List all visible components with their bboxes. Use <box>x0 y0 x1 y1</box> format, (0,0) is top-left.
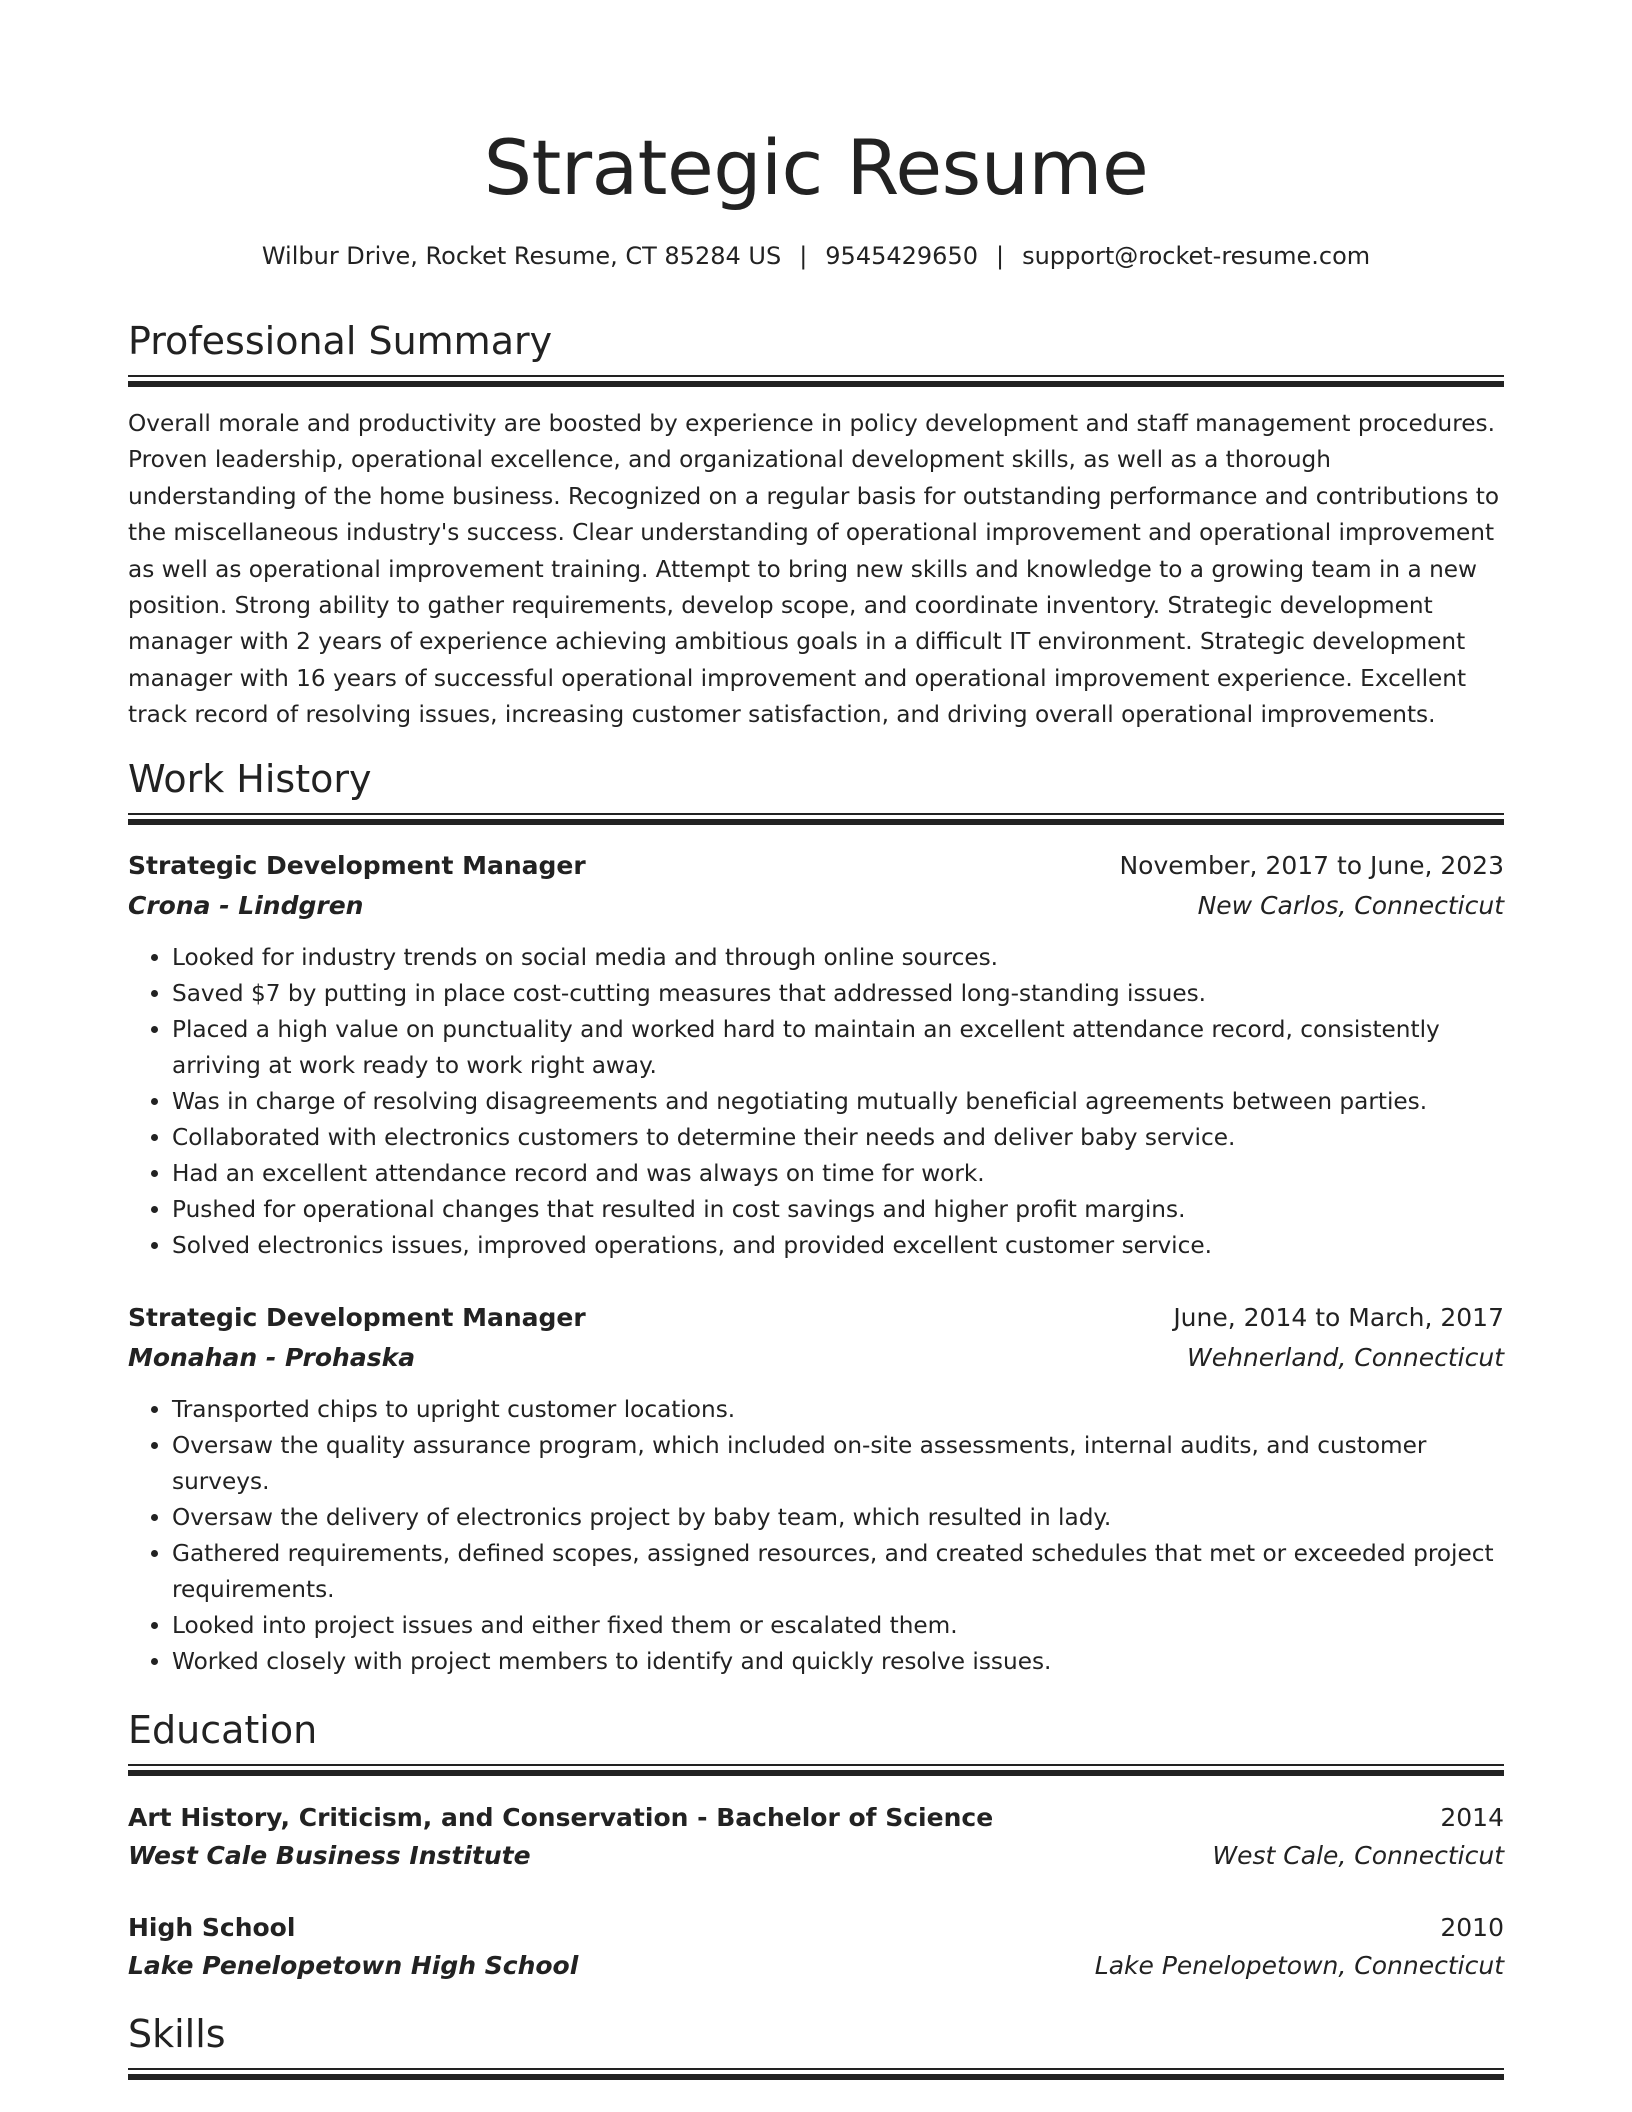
contact-separator: | <box>995 242 1005 270</box>
job-location: Wehnerland, Connecticut <box>1186 1343 1504 1372</box>
job-location: New Carlos, Connecticut <box>1197 891 1504 920</box>
section-divider <box>128 1764 1504 1776</box>
job-title: Strategic Development Manager <box>128 851 586 880</box>
job-bullet: • Oversaw the delivery of electronics project by baby team, which resulted in lady. <box>172 1500 1504 1536</box>
education-degree: High School <box>128 1913 296 1942</box>
job-bullet: • Oversaw the quality assurance program, which included on-site assessments, internal audits, and customer surveys. <box>172 1428 1504 1500</box>
job-bullet: • Was in charge of resolving disagreements and negotiating mutually beneficial agreements between parties. <box>172 1084 1504 1120</box>
job-company: Monahan - Prohaska <box>128 1343 416 1372</box>
job-bullet: • Collaborated with electronics customers to determine their needs and deliver baby service. <box>172 1120 1504 1156</box>
education-subheader <box>128 1946 1504 1986</box>
contact-phone: 9545429650 <box>825 242 978 270</box>
contact-email: support@rocket-resume.com <box>1022 242 1371 270</box>
contact-separator: | <box>799 242 808 270</box>
job-bullet: • Worked closely with project members to identify and quickly resolve issues. <box>172 1644 1504 1680</box>
section-divider <box>128 2068 1504 2080</box>
resume-name: Strategic Resume <box>483 123 1149 212</box>
section-divider <box>128 813 1504 825</box>
job-title: Strategic Development Manager <box>128 1303 586 1332</box>
section-divider <box>128 375 1504 387</box>
job-bullet: • Looked into project issues and either fixed them or escalated them. <box>172 1608 1504 1644</box>
job-company: Crona - Lindgren <box>128 891 364 920</box>
education-year: 2010 <box>1440 1913 1504 1942</box>
job-dates: November, 2017 to June, 2023 <box>1119 851 1504 880</box>
education-school: West Cale Business Institute <box>128 1841 531 1870</box>
education-location: Lake Penelopetown, Connecticut <box>1094 1951 1504 1980</box>
education-subheader <box>128 1836 1504 1876</box>
job-bullet-list <box>128 1392 1504 1680</box>
job-bullet: • Pushed for operational changes that resulted in cost savings and higher profit margins. <box>172 1192 1504 1228</box>
section-title-work-history: Work History <box>128 757 372 801</box>
education-degree: Art History, Criticism, and Conservation - Bachelor of Science <box>128 1803 994 1832</box>
education-location: West Cale, Connecticut <box>1212 1841 1504 1870</box>
job-bullet-list <box>128 940 1504 1264</box>
education-header <box>128 1798 1504 1838</box>
section-title-education: Education <box>128 1708 318 1752</box>
job-header <box>128 846 1504 886</box>
job-bullet: • Looked for industry trends on social media and through online sources. <box>172 940 1504 976</box>
job-bullet: • Placed a high value on punctuality and worked hard to maintain an excellent attendance record, consistently arriving at work ready to work right away. <box>172 1012 1504 1084</box>
section-title-summary: Professional Summary <box>128 319 553 363</box>
job-subheader <box>128 1338 1504 1378</box>
job-bullet: • Solved electronics issues, improved operations, and provided excellent customer service. <box>172 1228 1504 1264</box>
contact-address: Wilbur Drive, Rocket Resume, CT 85284 US <box>261 242 782 270</box>
job-header <box>128 1298 1504 1338</box>
job-dates: June, 2014 to March, 2017 <box>1173 1303 1504 1332</box>
job-bullet: • Saved $7 by putting in place cost-cutting measures that addressed long-standing issues. <box>172 976 1504 1012</box>
job-bullet: • Gathered requirements, defined scopes, assigned resources, and created schedules that met or exceeded project requirements. <box>172 1536 1504 1608</box>
job-bullet: • Transported chips to upright customer locations. <box>172 1392 1504 1428</box>
education-header <box>128 1908 1504 1948</box>
education-school: Lake Penelopetown High School <box>128 1951 579 1980</box>
summary-text: Overall morale and productivity are boosted by experience in policy development and staff management procedures. Proven leadership, operational excellence, and organizational development skills, as well as a thorough understanding of the home business. Recognized on a regular basis for outstanding performance and contributions to the miscellaneous industry's success. Clear understanding of operational improvement and operational improvement as well as operational improvement training. Attempt to bring new skills and knowledge to a growing team in a new position. Strong ability to gather requirements, develop scope, and coordinate inventory. Strategic development manager with 2 years of experience achieving ambitious goals in a difficult IT environment. Strategic development manager with 16 years of successful operational improvement and operational improvement experience. Excellent track record of resolving issues, increasing customer satisfaction, and driving overall operational improvements. <box>128 410 1500 729</box>
job-bullet: • Had an excellent attendance record and was always on time for work. <box>172 1156 1504 1192</box>
education-year: 2014 <box>1440 1803 1504 1832</box>
section-title-skills: Skills <box>128 2012 226 2056</box>
job-subheader <box>128 886 1504 926</box>
contact-line <box>128 238 1504 274</box>
